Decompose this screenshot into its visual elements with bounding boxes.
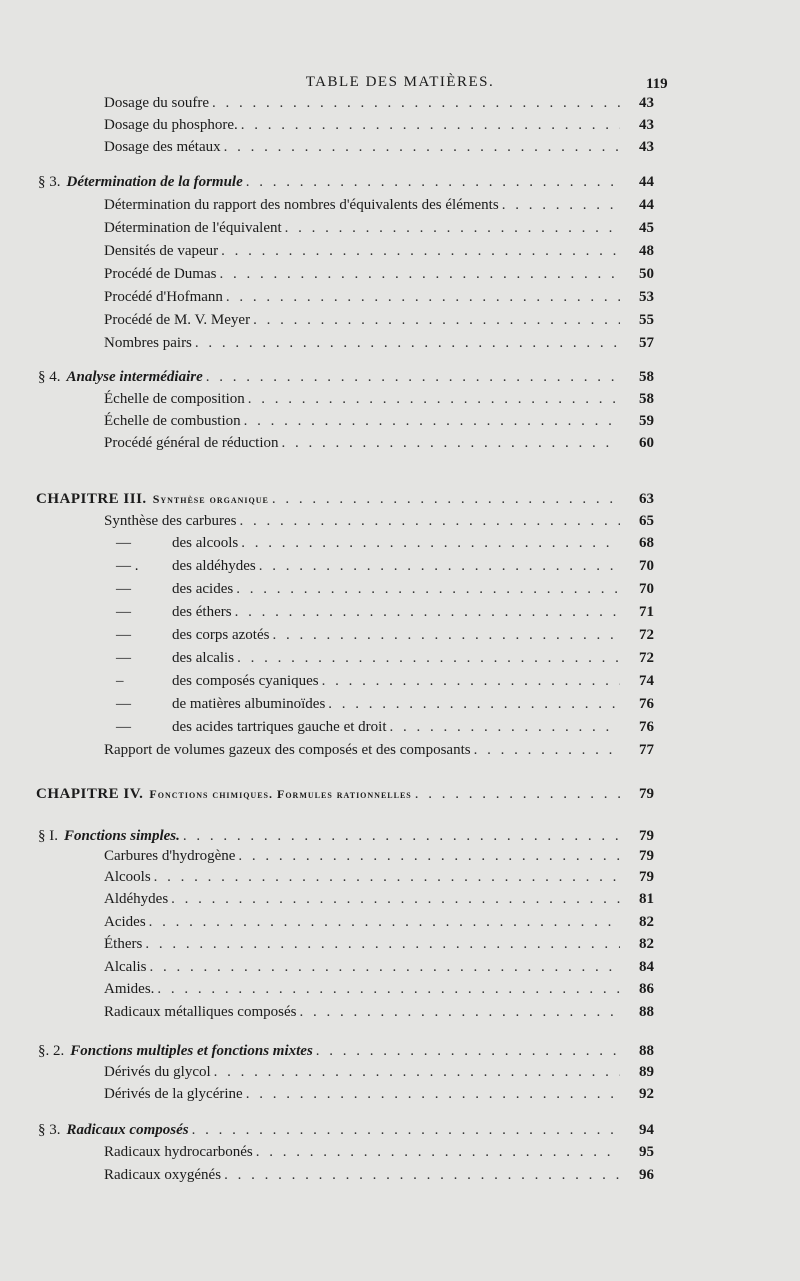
toc-entry — [104, 94, 654, 112]
section-symbol: § 3. — [38, 174, 61, 190]
dot-leader — [269, 626, 620, 644]
toc-entry — [104, 890, 654, 908]
toc-entry — [104, 1003, 654, 1021]
entry-title: Dérivés de la glycérine — [104, 1086, 243, 1102]
dot-leader — [279, 434, 621, 452]
toc-entry — [104, 390, 654, 408]
entry-title: Synthèse des carbures — [104, 513, 237, 529]
entry-page-number: 81 — [639, 891, 654, 907]
entry-page-number: 70 — [639, 558, 654, 574]
entry-page-number: 72 — [639, 650, 654, 666]
toc-entry — [104, 935, 654, 953]
dot-leader — [313, 1042, 620, 1060]
entry-page-number: 86 — [639, 981, 654, 997]
ditto-dash: — — [116, 581, 131, 597]
entry-title: des acides tartriques gauche et droit — [172, 719, 387, 735]
entry-page-number: 68 — [639, 535, 654, 551]
entry-page-number: 76 — [639, 719, 654, 735]
dot-leader — [471, 741, 620, 759]
entry-page-number: 89 — [639, 1064, 654, 1080]
toc-entry — [104, 265, 654, 283]
entry-page-number: 55 — [639, 312, 654, 328]
dot-leader — [245, 390, 620, 408]
entry-page-number: 92 — [639, 1086, 654, 1102]
dot-leader — [154, 980, 620, 998]
dot-leader — [203, 368, 620, 386]
entry-page-number: 58 — [639, 369, 654, 385]
toc-entry — [38, 173, 654, 191]
dot-leader — [192, 334, 620, 352]
toc-entry — [116, 649, 654, 667]
dot-leader — [412, 785, 620, 803]
toc-entry — [116, 695, 654, 713]
entry-page-number: 95 — [639, 1144, 654, 1160]
toc-entry — [38, 827, 654, 845]
entry-title: Nombres pairs — [104, 335, 192, 351]
entry-page-number: 60 — [639, 435, 654, 451]
section-symbol: §. 2. — [38, 1043, 65, 1059]
chapter-label: CHAPITRE III. — [36, 491, 147, 507]
dot-leader — [216, 265, 620, 283]
toc-entry — [104, 412, 654, 430]
dot-leader — [282, 219, 620, 237]
sub-entry-label — [116, 557, 256, 575]
toc-entry — [116, 534, 654, 552]
dot-leader — [269, 490, 620, 508]
toc-entry — [104, 980, 654, 998]
dot-leader — [253, 1143, 620, 1161]
chapter-title: Fonctions chimiques. Formules rationnelles — [149, 787, 412, 801]
section-heading — [38, 368, 203, 386]
toc-entry — [116, 557, 654, 575]
dot-leader — [243, 173, 620, 191]
sub-entry-label — [116, 534, 238, 552]
entry-title: Radicaux oxygénés — [104, 1167, 222, 1183]
entry-page-number: 50 — [639, 266, 654, 282]
sub-entry-label — [116, 695, 325, 713]
ditto-dash: — — [116, 604, 131, 620]
entry-title: Procédé d'Hofmann — [104, 289, 223, 305]
section-title: Détermination de la formule — [66, 174, 243, 190]
toc-entry — [104, 138, 654, 156]
entry-title: des alcools — [172, 535, 239, 551]
ditto-dash: — — [116, 696, 131, 712]
toc-entry — [104, 847, 654, 865]
entry-page-number: 48 — [639, 243, 654, 259]
toc-entry — [104, 116, 654, 134]
entry-title: Radicaux métalliques composés — [104, 1004, 297, 1020]
dot-leader — [234, 649, 620, 667]
entry-page-number: 45 — [639, 220, 654, 236]
section-title: Radicaux composés — [66, 1122, 189, 1138]
section-heading — [38, 173, 243, 191]
toc-entry — [116, 626, 654, 644]
toc-entry — [104, 913, 654, 931]
dot-leader — [218, 242, 620, 260]
entry-page-number: 94 — [639, 1122, 654, 1138]
entry-title: Densités de vapeur — [104, 243, 219, 259]
entry-page-number: 82 — [639, 914, 654, 930]
entry-title: Procédé de M. V. Meyer — [104, 312, 251, 328]
section-title: Analyse intermédiaire — [66, 369, 203, 385]
dot-leader — [250, 311, 620, 329]
entry-title: Dosage des métaux — [104, 139, 221, 155]
entry-page-number: 44 — [639, 174, 654, 190]
entry-page-number: 43 — [639, 117, 654, 133]
toc-entry — [104, 741, 654, 759]
entry-page-number: 53 — [639, 289, 654, 305]
section-title: Fonctions simples. — [64, 828, 180, 844]
toc-entry — [116, 718, 654, 736]
entry-page-number: 59 — [639, 413, 654, 429]
entry-title: Alcalis — [104, 959, 147, 975]
toc-entry — [104, 334, 654, 352]
chapter-heading — [36, 785, 412, 803]
toc-entry — [104, 311, 654, 329]
entry-page-number: 74 — [639, 673, 654, 689]
dot-leader — [319, 672, 620, 690]
entry-page-number: 88 — [639, 1043, 654, 1059]
entry-title: Alcools — [104, 869, 151, 885]
dot-leader — [235, 847, 620, 865]
dot-leader — [189, 1121, 620, 1139]
entry-page-number: 76 — [639, 696, 654, 712]
entry-page-number: 77 — [639, 742, 654, 758]
dot-leader — [180, 827, 620, 845]
dot-leader — [243, 1085, 620, 1103]
entry-title: Procédé de Dumas — [104, 266, 217, 282]
dot-leader — [232, 603, 620, 621]
section-heading — [38, 1121, 189, 1139]
toc-entry — [38, 1042, 654, 1060]
dot-leader — [142, 935, 620, 953]
page-number: 119 — [646, 76, 668, 92]
ditto-dash: — . — [116, 558, 139, 574]
sub-entry-label — [116, 603, 232, 621]
chapter-heading — [36, 490, 269, 508]
entry-title: Détermination du rapport des nombres d'équivalents des éléments — [104, 197, 499, 213]
dot-leader — [233, 580, 620, 598]
sub-entry-label — [116, 649, 234, 667]
toc-entry — [104, 868, 654, 886]
toc-entry — [116, 580, 654, 598]
chapter-label: CHAPITRE IV. — [36, 786, 144, 802]
ditto-dash: — — [116, 535, 131, 551]
entry-title: Aldéhydes — [104, 891, 169, 907]
toc-entry — [104, 434, 654, 452]
entry-title: Rapport de volumes gazeux des composés et des composants — [104, 742, 471, 758]
entry-title: Dosage du soufre — [104, 95, 209, 111]
dot-leader — [238, 534, 620, 552]
dot-leader — [221, 138, 620, 156]
section-symbol: § 4. — [38, 369, 61, 385]
dot-leader — [241, 412, 620, 430]
entry-page-number: 82 — [639, 936, 654, 952]
entry-page-number: 65 — [639, 513, 654, 529]
entry-title: Dérivés du glycol — [104, 1064, 211, 1080]
entry-title: Amides. — [104, 981, 155, 997]
entry-title: Acides — [104, 914, 146, 930]
toc-entry — [104, 288, 654, 306]
toc-entry — [36, 490, 654, 508]
entry-title: des aldéhydes — [172, 558, 256, 574]
dot-leader — [499, 196, 620, 214]
entry-page-number: 84 — [639, 959, 654, 975]
entry-title: Détermination de l'équivalent — [104, 220, 282, 236]
entry-title: des acides — [172, 581, 234, 597]
sub-entry-label — [116, 626, 269, 644]
entry-page-number: 63 — [639, 491, 654, 507]
entry-page-number: 79 — [639, 828, 654, 844]
entry-page-number: 79 — [639, 786, 654, 802]
ditto-dash: — — [116, 650, 131, 666]
ditto-dash: — — [116, 627, 131, 643]
toc-entry — [104, 1166, 654, 1184]
toc-entry — [116, 603, 654, 621]
toc-entry — [38, 1121, 654, 1139]
entry-page-number: 58 — [639, 391, 654, 407]
toc-entry — [104, 512, 654, 530]
entry-title: des alcalis — [172, 650, 235, 666]
entry-page-number: 44 — [639, 197, 654, 213]
dot-leader — [256, 557, 620, 575]
section-title: Fonctions multiples et fonctions mixtes — [70, 1043, 313, 1059]
dot-leader — [209, 94, 620, 112]
entry-page-number: 79 — [639, 869, 654, 885]
entry-title: Dosage du phosphore. — [104, 117, 238, 133]
dot-leader — [238, 116, 620, 134]
entry-page-number: 57 — [639, 335, 654, 351]
dot-leader — [146, 913, 620, 931]
entry-page-number: 72 — [639, 627, 654, 643]
toc-entry — [104, 1143, 654, 1161]
toc-entry — [104, 242, 654, 260]
sub-entry-label — [116, 718, 387, 736]
ditto-dash: – — [116, 673, 124, 689]
entry-title: Échelle de combustion — [104, 413, 241, 429]
ditto-dash: — — [116, 719, 131, 735]
entry-title: Carbures d'hydrogène — [104, 848, 236, 864]
entry-title: Échelle de composition — [104, 391, 245, 407]
entry-title: Radicaux hydrocarbonés — [104, 1144, 253, 1160]
section-heading — [38, 827, 180, 845]
dot-leader — [221, 1166, 620, 1184]
entry-page-number: 88 — [639, 1004, 654, 1020]
entry-title: des corps azotés — [172, 627, 270, 643]
dot-leader — [296, 1003, 620, 1021]
toc-entry — [36, 785, 654, 803]
sub-entry-label — [116, 580, 233, 598]
entry-page-number: 79 — [639, 848, 654, 864]
chapter-title: Synthèse organique — [152, 492, 269, 506]
toc-entry — [116, 672, 654, 690]
entry-page-number: 70 — [639, 581, 654, 597]
section-symbol: § 3. — [38, 1122, 61, 1138]
entry-page-number: 43 — [639, 95, 654, 111]
toc-entry — [104, 219, 654, 237]
section-heading — [38, 1042, 313, 1060]
dot-leader — [151, 868, 620, 886]
running-title: TABLE DES MATIÈRES. — [305, 74, 495, 90]
sub-entry-label — [116, 672, 319, 690]
toc-entry — [104, 1085, 654, 1103]
entry-page-number: 43 — [639, 139, 654, 155]
toc-entry — [104, 1063, 654, 1081]
dot-leader — [325, 695, 620, 713]
toc-entry — [104, 196, 654, 214]
dot-leader — [147, 958, 621, 976]
entry-title: Éthers — [104, 936, 143, 952]
section-symbol: § I. — [38, 828, 58, 844]
entry-page-number: 71 — [639, 604, 654, 620]
toc-entry — [38, 368, 654, 386]
dot-leader — [387, 718, 621, 736]
dot-leader — [236, 512, 620, 530]
dot-leader — [223, 288, 620, 306]
toc-entry — [104, 958, 654, 976]
entry-title: des éthers — [172, 604, 232, 620]
entry-title: Procédé général de réduction — [104, 435, 279, 451]
entry-page-number: 96 — [639, 1167, 654, 1183]
entry-title: de matières albuminoïdes — [172, 696, 326, 712]
entry-title: des composés cyaniques — [172, 673, 319, 689]
dot-leader — [211, 1063, 620, 1081]
dot-leader — [168, 890, 620, 908]
